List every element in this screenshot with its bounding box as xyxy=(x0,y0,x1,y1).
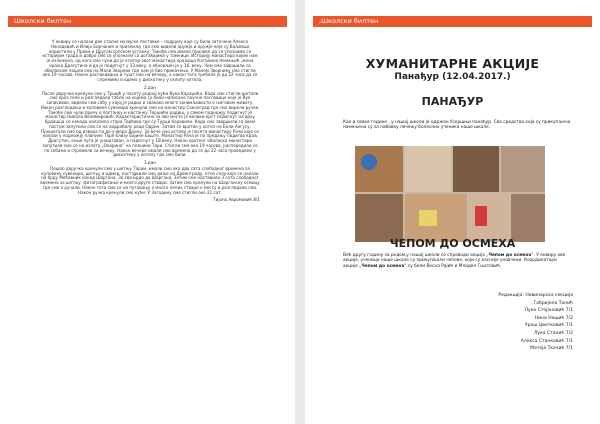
chepom-text-3: “ су били Весна Рајић и Младен Гњатовић. xyxy=(404,263,502,269)
photo-9 xyxy=(361,154,377,170)
photo-1 xyxy=(355,146,403,192)
left-header-bar: Школски билтен xyxy=(8,16,287,27)
photo-8 xyxy=(511,194,545,242)
chepom-text-1: Већ другу годину за редом,у нашој школи се спроводи акција „ xyxy=(343,253,489,258)
photo-5 xyxy=(355,194,403,242)
section-title-panadjur: ПАНАЂУР xyxy=(421,95,484,108)
chepom-text-2: “. У оквиру ове акције, ученици наше школе су прикупљали чепове, који су касније уновчени. Координатори акције „ xyxy=(343,253,566,269)
right-header-bar: ,Школски билтен xyxy=(313,16,592,27)
page-subtitle: Панађур (12.04.2017.) xyxy=(394,72,511,82)
credits-line: Нина Нешић 7/2 xyxy=(534,315,573,321)
credits-list xyxy=(453,292,573,353)
photo-2 xyxy=(405,146,451,192)
right-page xyxy=(305,0,600,424)
day-3-label: 3.дан xyxy=(144,160,156,165)
article-paragraph-2: После доручка кренули смо у Тршић у посету родној кући Вука Караџића. Када смо стигли шетали смо кроз село и разгледали табле на којима су били написане поучне пословице које је Вук записивао, видели смо собу у којој је радио и свакако многе занимљивости о његовом животу. Након разгледања и куповине сувенира кренули смо на манастир Соколград где смо видели ручак. Такође смо чули причу о постанку и настанку Тершиће радиш, у самом подножју подигнут је манастир Никола Велимировић. Карактеристично за ово место је велики крст подигнут на врху брдашца се некада налазила стара Тврђава где су Турци боравили. Када смо завршили са овом постом запутили смо се на хидрабилу реци Одрин. Затим се вратио у хотел на Бели Ангусу. Прошетали смо од извора па до учвора Дрину. За вече смо остали је посета манастиру Рачи које се налази у подножју планине Таре близу Бајине Баште. Манастир Рача је по предању подигао краљ Драгутин, еныя пута је уништаван, а подигнут у 18.веку. Након кратког обиласка манастира запутили смо се на излету „Окарина“ на планини Тари. Стигли смо око 19 часова, распоредили се по собама и спремили за вечеру. Након вечере имали смо времена да се до 22 часа проведемо у дискотеку у хотелу где смо били. xyxy=(40,90,260,158)
credits-line: Урош Цветковић 7/1 xyxy=(524,323,573,329)
page-title: ХУМАНИТАРНЕ АКЦИЈЕ xyxy=(365,56,540,71)
photo-collage xyxy=(355,146,545,242)
credits-line: Лука Станић 7/2 xyxy=(534,330,573,336)
photo-11 xyxy=(419,210,437,226)
credits-line: Матеја Ткачић 7/1 xyxy=(530,346,573,352)
section-title-chepom: ЧЕПОМ ДО ОСМЕХА xyxy=(389,237,516,250)
chepom-bold-1: Чепом до осмеха xyxy=(488,253,532,258)
article-paragraph-3: Пошло доручка кренули смо у шетњу Таром, имали смо око два сата слободног времена за куповину сувенира, шетњу и одмор. настзавили смо даље на Дрвенграду, етно селу које се налази на брду Мећавник изнад Шаргана. За сва Брдо до Шаргана. Затим смо наставили 3 сата слободног времена за шетњу, фотографисање и много друге ствари. Затим смо кренули на Шарганску осмицу где смо о ручали. Након тога смо се на путовању о много лепих ствари о месту и разгледали смо. Након ручка кренули смо кући. У Загодину смо стигли око 21 сат. xyxy=(40,165,260,195)
left-article xyxy=(40,40,260,203)
chepom-bold-2: Чепом до осмеха xyxy=(361,263,405,269)
photo-4 xyxy=(501,146,545,192)
photo-10 xyxy=(475,206,487,226)
credits-line: Габријела Танић xyxy=(533,300,573,306)
credits-line: Лука Стојановић 7/1 xyxy=(524,308,573,314)
photo-3 xyxy=(453,146,499,192)
article-signature: Тијана Авромовић 8/1 xyxy=(213,197,260,203)
page-gutter xyxy=(295,0,305,424)
article-paragraph-1: У оквиру се налази две сталне музејске поставке – подруму које су били заточени Алекса Ненадовић и Илија Бирчанин и приземљу где смо видели оружје и оружје које су Ваљевци користили у Првом и Другом српском устанку. Такође смо имали прилике да се упознамо са историјом града и добро смо се упознали са догађајима у тамници. Историју манастира којим нам је изложена, од кога смо чули да је ктитор овог манастира краљица Каталина Немањић ,жена краља Драгутина и да је подигнут у 13.веку, а обновљен је у 16. веку. Чим смо завршили са обиласком пошли смо на Мали Зворник где нам је био прикачење. У Малом Зворнику смо стигли око 19 часова. Након распакивања и тушт смо на вечеру, а након тога требало је да 22 часа да се спремимо и одемо у дискотеку у склопу хотела. xyxy=(42,39,258,82)
credits-line: Редакција: Новинарска секција xyxy=(498,293,573,298)
panadjur-intro: Као и сваке године , у нашој школи је одржан Ускршњи панађур. Сва средства која су прикупљена намењена су за набавку лечењу болесних ученика наше школе. xyxy=(343,120,571,131)
chepom-paragraph xyxy=(343,253,573,269)
left-page xyxy=(0,0,295,424)
credits-line: Алекса Станковић 7/1 xyxy=(520,338,573,344)
day-2-label: 2.дан xyxy=(144,84,156,90)
